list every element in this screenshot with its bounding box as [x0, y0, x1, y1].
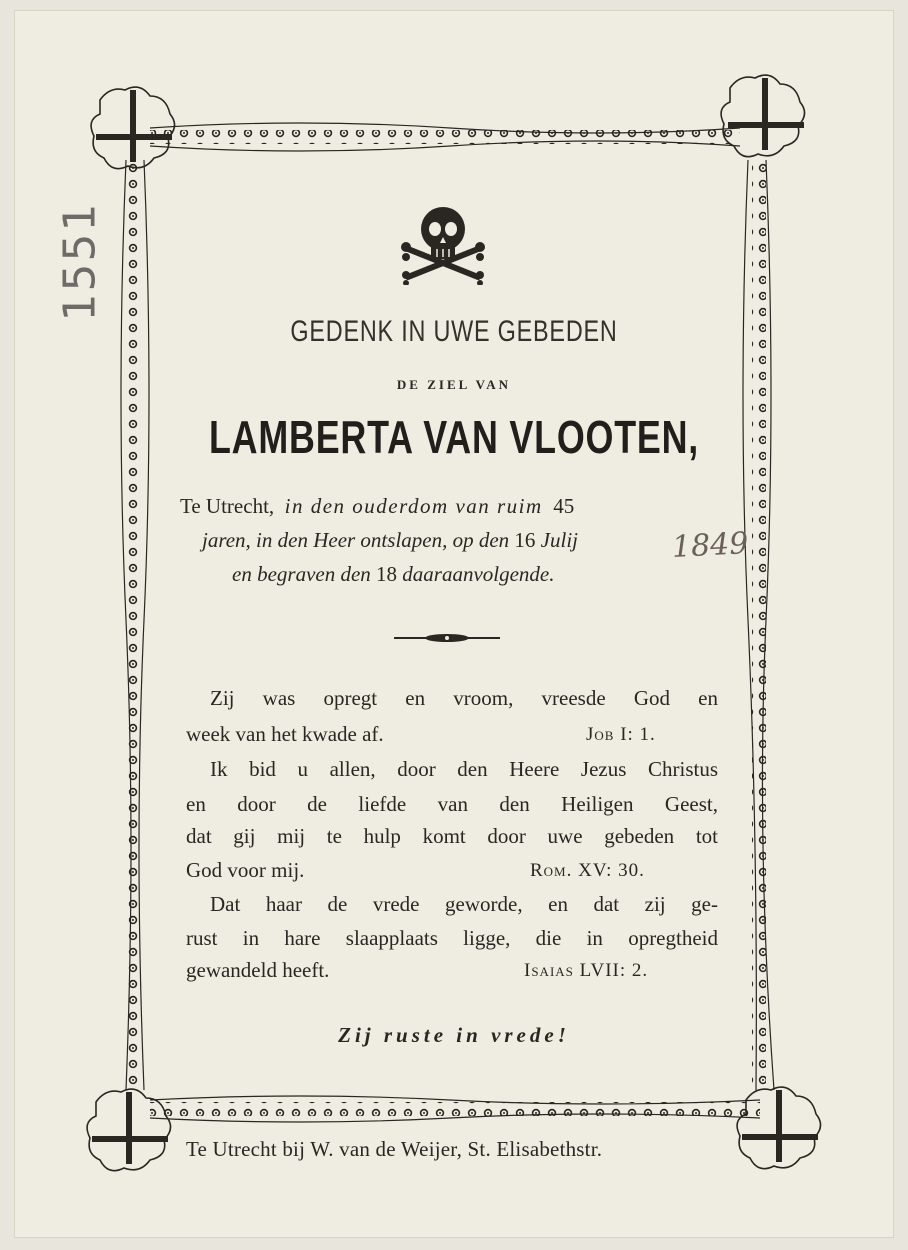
- inventory-number-note: 1551: [54, 201, 106, 322]
- verse-2-reference: Rom. XV: 30.: [530, 860, 645, 881]
- intro-line-1: Te Utrecht, in den ouderdom van ruim 45: [180, 494, 575, 518]
- verse-3-line-1: Dat haar de vrede geworde, en dat zij ge-: [210, 892, 718, 916]
- verse-3-reference: Isaias LVII: 2.: [524, 960, 649, 981]
- verse-1-reference: Job I: 1.: [586, 724, 656, 745]
- verse-2-line-3: dat gij mij te hulp komt door uwe gebeden tot: [186, 824, 718, 848]
- verse-3-line-2: rust in hare slaapplaats ligge, die in opregtheid: [186, 926, 718, 950]
- intro-line-2: jaren, in den Heer ontslapen, op den 16 Julij: [202, 528, 578, 552]
- verse-2-line-4: God voor mij.: [186, 858, 305, 882]
- verse-2-line-1: Ik bid u allen, door den Heere Jezus Christus: [210, 757, 718, 781]
- divider-ornament: [394, 629, 500, 647]
- intro-line-3: en begraven den 18 daaraanvolgende.: [232, 562, 555, 586]
- verse-1-line-1: Zij was opregt en vroom, vreesde God en: [210, 686, 718, 710]
- heading-soul-of: DE ZIEL VAN: [396, 377, 512, 392]
- heading-remember: GEDENK IN UWE GEBEDEN: [290, 315, 618, 348]
- deceased-name: LAMBERTA VAN VLOOTEN,: [208, 411, 700, 463]
- skull-and-crossbones-icon: [400, 205, 486, 285]
- printer-imprint: Te Utrecht bij W. van de Weijer, St. Elisabethstr.: [186, 1137, 603, 1161]
- handwritten-year: 1849: [671, 526, 750, 565]
- closing-prayer: Zij ruste in vrede!: [338, 1023, 570, 1047]
- verse-2-line-2: en door de liefde van den Heiligen Geest,: [186, 792, 718, 816]
- verse-1-line-2: week van het kwade af.: [186, 722, 384, 746]
- verse-3-line-3: gewandeld heeft.: [186, 958, 330, 982]
